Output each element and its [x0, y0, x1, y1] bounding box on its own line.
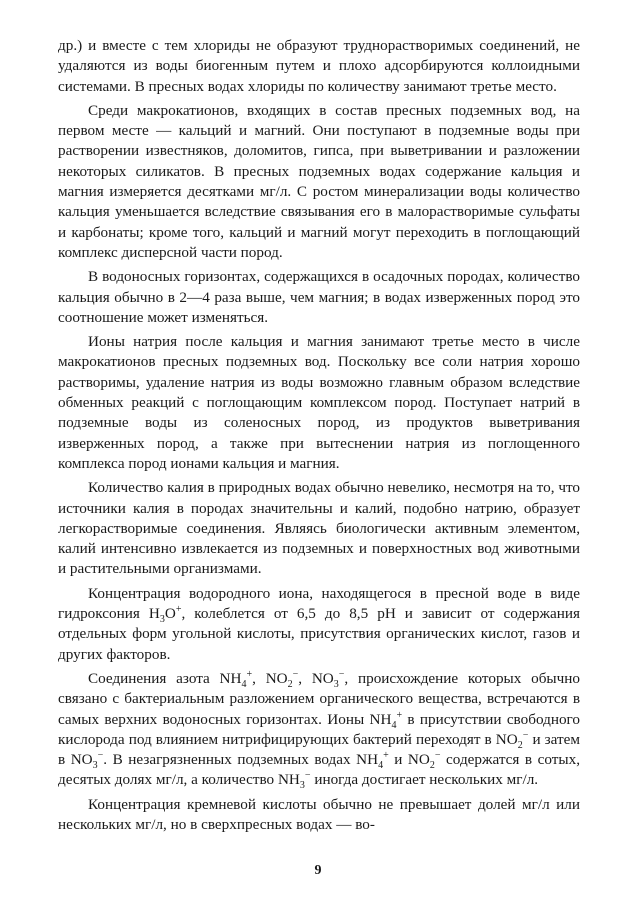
paragraph-hydrogen-ion: Концентрация водородного иона, находящегося в пресной воде в виде гидроксония $H_3O^+$, колеблется от 6,5 до 8,5 pH и зависит от содержания отдельных форм угольной кислоты, присутствия органических кислот, газов и других факторов.	[58, 584, 580, 663]
formula-subscript: 4	[241, 678, 247, 690]
paragraph-calcium-magnesium: Среди макрокатионов, входящих в состав пресных подземных вод, на первом месте — кальций и магний. Они поступают в подземные воды при растворении известняков, доломитов, гипса, при выветривании и разложении некоторых силикатов. В пресных подземных водах содержание кальция и магния измеряется десятками мг/л. С ростом минерализации воды количество кальция уменьшается вследствие связывания его в малорастворимые сульфаты и карбонаты; кроме того, кальций и магний могут переходить в поглощающий комплекс дисперсной части пород.	[58, 101, 580, 261]
formula-subscript: 3	[333, 678, 339, 690]
formula-superscript: +	[175, 603, 182, 615]
formula-subscript: 3	[159, 614, 165, 626]
formula-superscript: −	[304, 770, 311, 782]
paragraph-sedimentary-ratio: В водоносных горизонтах, содержащихся в осадочных породах, количество кальция обычно в 2—4 раза выше, чем магния; в водах изверженных пород это соотношение может изменяться.	[58, 268, 580, 326]
formula-superscript: −	[97, 750, 104, 762]
formula-subscript: 2	[429, 760, 435, 772]
formula-superscript: −	[522, 729, 529, 741]
paragraph-nitrogen-compounds: Соединения азота $NH_4^+$, $NO_2^-$, $NO_3^-$, происхождение которых обычно связано с бактериальным разложением органического вещества, встречаются в самых верхних водоносных горизонтах. Ионы $NH_4^+$ в присутствии свободного кислорода под влиянием нитрифицирующих бактерий переходят в $NO_2^-$ и затем в $NO_3^-$. В незагрязненных подземных водах $NH_4^+$ и $NO_2^-$ содержатся в сотых, десятых долях мг/л, а количество $NH_3^-$ иногда достигает нескольких мг/л.	[58, 668, 580, 792]
formula-superscript: +	[383, 750, 389, 762]
formula-subscript: 3	[92, 760, 98, 772]
paragraph-silicic-acid: Концентрация кремневой кислоты обычно не превышает долей мг/л или нескольких мг/л, но в сверхпресных водах — во-	[58, 795, 580, 833]
formula-subscript: 4	[391, 719, 397, 731]
formula-superscript: +	[246, 668, 253, 680]
page-number: 9	[314, 863, 322, 878]
formula-superscript: +	[396, 709, 403, 721]
formula-superscript: −	[434, 750, 441, 762]
paragraph-chlorides-end: др.) и вместе с тем хлориды не образуют труднорастворимых соединений, не удаляются из воды биогенным путем и плохо адсорбируются коллоидными системами. В пресных водах хлориды по количеству занимают третье место.	[58, 37, 580, 95]
paragraph-potassium: Количество калия в природных водах обычно невелико, несмотря на то, что источники калия в породах значительны и калий, подобно натрию, образует легкорастворимые соединения. Являясь биологически активным элементом, калий интенсивно извлекается из подземных и поверхностных вод животными и растительными организмами.	[58, 479, 580, 578]
formula-subscript: 2	[287, 678, 293, 690]
formula-superscript: −	[338, 668, 345, 680]
formula-subscript: 4	[378, 760, 384, 772]
formula-subscript: 3	[299, 780, 305, 792]
paragraph-sodium: Ионы натрия после кальция и магния занимают третье место в числе макрокатионов пресных подземных вод. Поскольку все соли натрия хорошо растворимы, удаление натрия из воды возможно главным образом вследствие обменных реакций с поглощающим комплексом пород. Поступает натрий в подземные воды из соленосных пород, из продуктов выветривания изверженных пород, а также при вытеснении натрия из поглощенного комплекса пород ионами кальция и магния.	[58, 333, 580, 472]
page-body	[58, 36, 580, 839]
formula-subscript: 2	[517, 739, 523, 751]
formula-superscript: −	[292, 668, 299, 680]
